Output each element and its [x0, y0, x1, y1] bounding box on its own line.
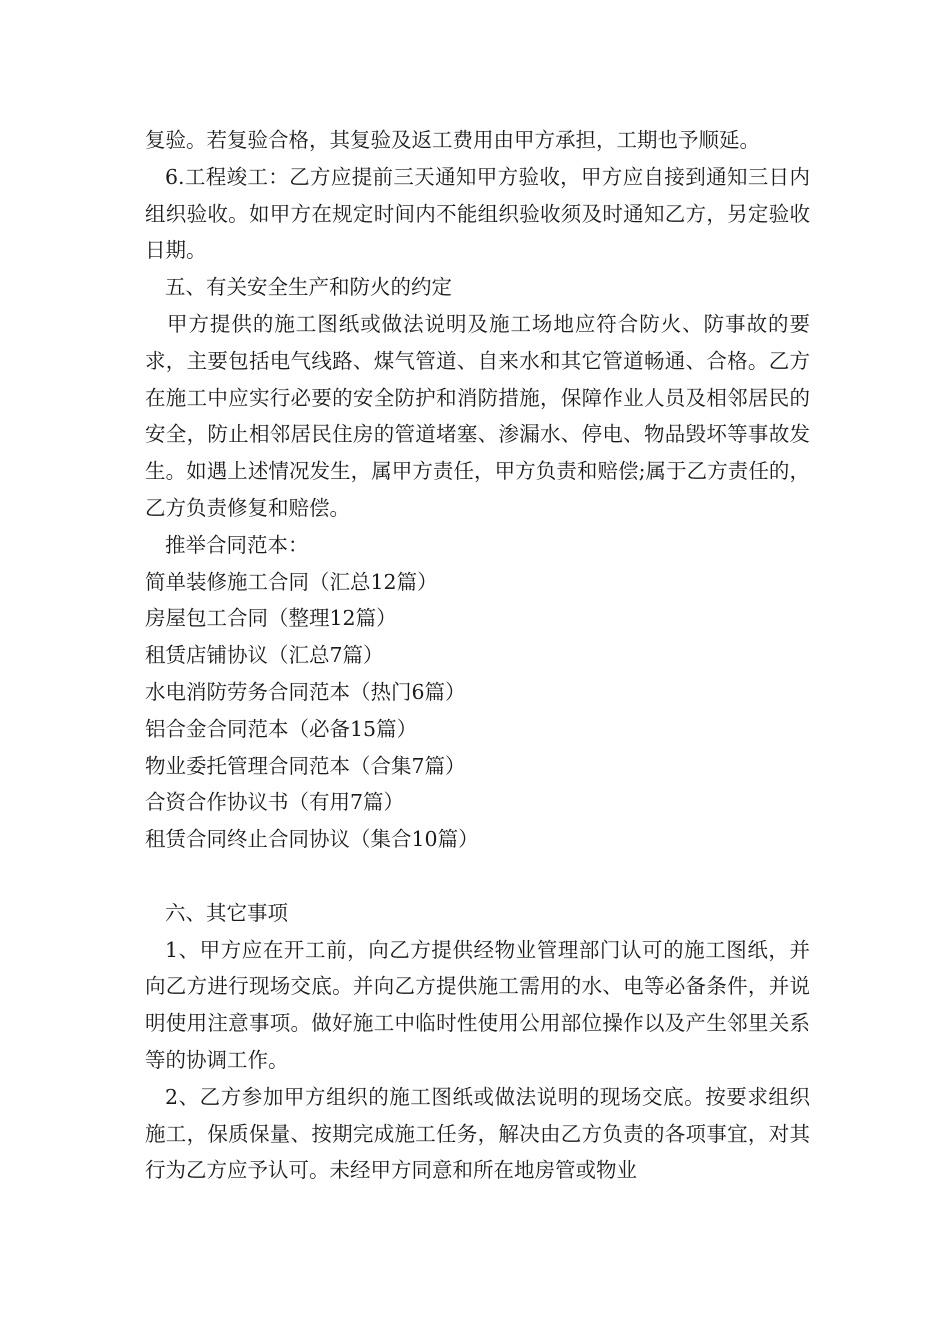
section-heading-other: 六、其它事项 [165, 900, 288, 925]
blank-line [145, 858, 810, 895]
paragraph-other-2: 2、乙方参加甲方组织的施工图纸或做法说明的现场交底。按要求组织施工，保质保量、按期完成施工任务，解决由乙方负责的各项事宜，对其行为乙方应予认可。未经甲方同意和所在地房管或物业 [145, 1084, 810, 1183]
recommended-title: 推举合同范本： [165, 532, 309, 557]
paragraph-reinspection: 复验。若复验合格，其复验及返工费用由甲方承担，工期也予顺延。 [145, 128, 760, 152]
recommended-link[interactable]: 租赁合同终止合同协议（集合10篇） [145, 827, 479, 852]
recommended-link[interactable]: 铝合金合同范本（必备15篇） [145, 716, 418, 741]
document-body [145, 122, 810, 1189]
section-heading-safety: 五、有关安全生产和防火的约定 [165, 275, 452, 300]
recommended-link[interactable]: 水电消防劳务合同范本（热门6篇） [145, 679, 466, 704]
recommended-link[interactable]: 合资合作协议书（有用7篇） [145, 790, 405, 815]
recommended-list [145, 564, 810, 858]
recommended-link[interactable]: 租赁店铺协议（汇总7篇） [145, 643, 384, 668]
recommended-link[interactable]: 物业委托管理合同范本（合集7篇） [145, 753, 466, 778]
recommended-link[interactable]: 简单装修施工合同（汇总12篇） [145, 569, 438, 594]
paragraph-other-1: 1、甲方应在开工前，向乙方提供经物业管理部门认可的施工图纸，并向乙方进行现场交底。并向乙方提供施工需用的水、电等必备条件，并说明使用注意事项。做好施工中临时性使用公用部位操作以及产生邻里关系等的协调工作。 [145, 937, 810, 1072]
recommended-link[interactable]: 房屋包工合同（整理12篇） [145, 606, 397, 631]
paragraph-safety: 甲方提供的施工图纸或做法说明及施工场地应符合防火、防事故的要求，主要包括电气线路、煤气管道、自来水和其它管道畅通、合格。乙方在施工中应实行必要的安全防护和消防措施，保障作业人员及相邻居民的安全，防止相邻居民住房的管道堵塞、渗漏水、停电、物品毁坏等事故发生。如遇上述情况发生，属甲方责任，甲方负责和赔偿;属于乙方责任的，乙方负责修复和赔偿。 [145, 311, 810, 520]
paragraph-completion: 6.工程竣工：乙方应提前三天通知甲方验收，甲方应自接到通知三日内组织验收。如甲方在规定时间内不能组织验收须及时通知乙方，另定验收日期。 [145, 164, 810, 263]
